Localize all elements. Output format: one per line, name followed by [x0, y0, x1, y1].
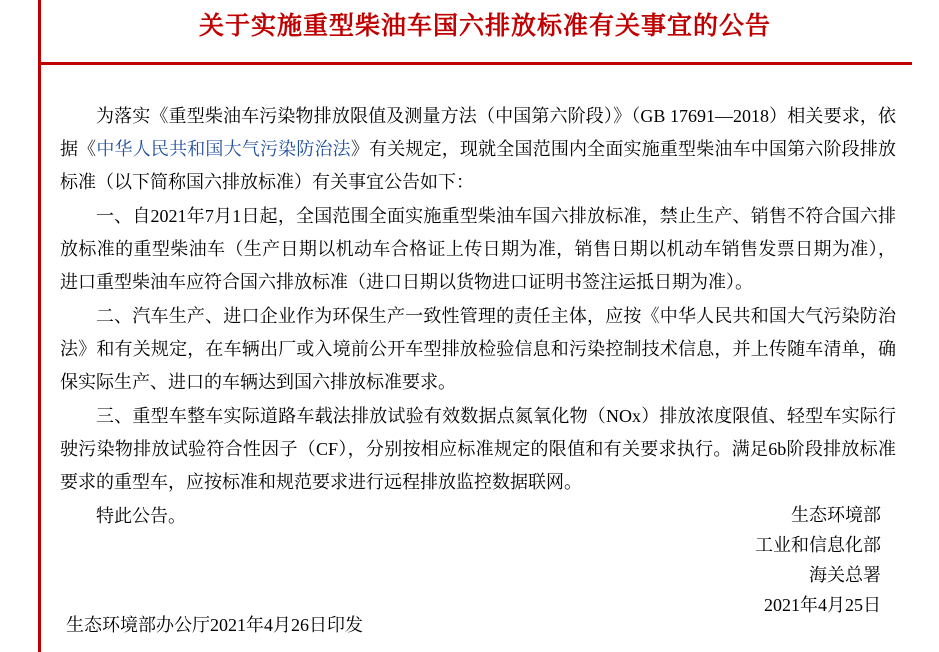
signature-block [477, 500, 897, 620]
signature-line-2: 工业和信息化部 [755, 535, 881, 555]
document-body [60, 100, 896, 534]
paragraph-item-3: 三、重型车整车实际道路车载法排放试验有效数据点氮氧化物（NOx）排放浓度限值、轻型车实际行驶污染物排放试验符合性因子（CF），分别按相应标准规定的限值和有关要求执行。满足6b阶段排放标准要求的重型车，应按标准和规范要求进行远程排放监控数据联网。 [60, 406, 896, 492]
page-title: 关于实施重型柴油车国六排放标准有关事宜的公告 [198, 13, 771, 40]
footer-note: 生态环境部办公厅2021年4月26日印发 [66, 615, 363, 635]
paragraph-item-2: 二、汽车生产、进口企业作为环保生产一致性管理的责任主体，应按《中华人民共和国大气污染防治法》和有关规定，在车辆出厂或入境前公开车型排放检验信息和污染控制技术信息，并上传随车清单，确保实际生产、进口的车辆达到国六排放标准要求。 [60, 306, 896, 392]
title-divider [38, 62, 912, 65]
paragraph-item-1: 一、自2021年7月1日起，全国范围全面实施重型柴油车国六排放标准，禁止生产、销售不符合国六排放标准的重型柴油车（生产日期以机动车合格证上传日期为准，销售日期以机动车销售发票日期为准），进口重型柴油车应符合国六排放标准（进口日期以货物进口证明书签注运抵日期为准）。 [60, 206, 896, 292]
signature-date: 2021年4月25日 [764, 595, 881, 615]
paragraph-closing: 特此公告。 [96, 506, 186, 526]
signature-line-3: 海关总署 [809, 565, 881, 585]
law-link[interactable]: 中华人民共和国大气污染防治法 [96, 139, 351, 159]
paragraph-intro: 为落实《重型柴油车污染物排放限值及测量方法（中国第六阶段）》（GB 17691—2018）相关要求，依据《中华人民共和国大气污染防治法》有关规定，现就全国范围内全面实施重型柴油车中国第六阶段排放标准（以下简称国六排放标准）有关事宜公告如下： [60, 106, 897, 192]
signature-line-1: 生态环境部 [791, 505, 881, 525]
left-red-rule [38, 0, 41, 652]
